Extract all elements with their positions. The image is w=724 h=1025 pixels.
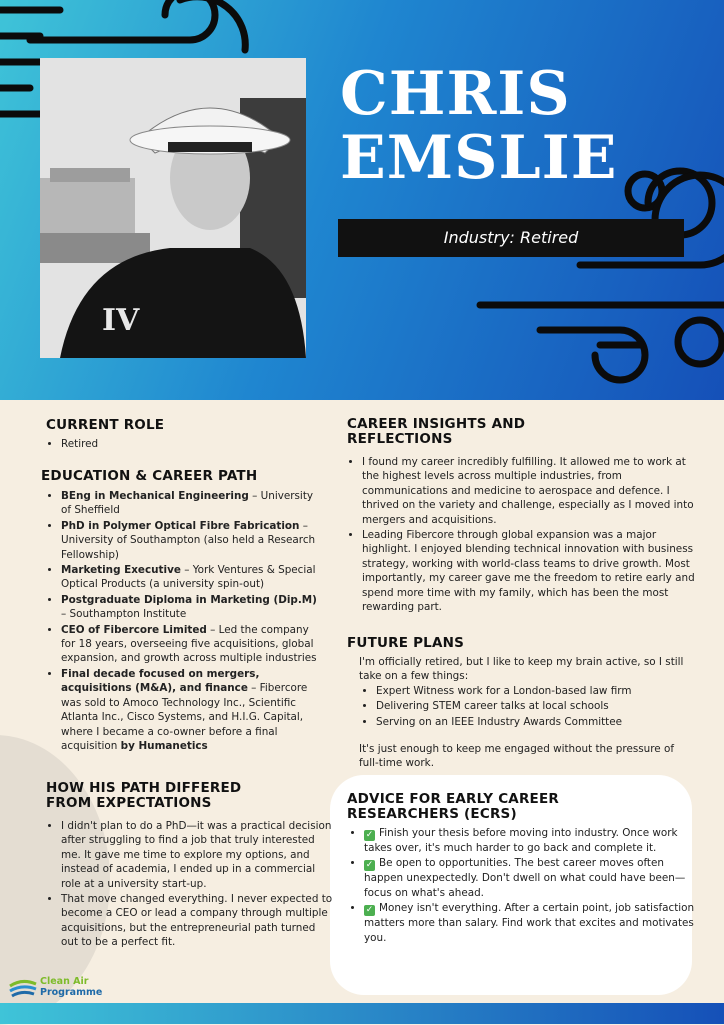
list-item: • I found my career incredibly fulfilling. It allowed me to work at the highest levels across multiple industries, from communications and medicine to aerospace and defence. I thrived on the variety and challenge, especially as I moved into mergers and acquisitions. — [362, 455, 700, 527]
person-name — [340, 59, 618, 193]
list-item: • ✓ Be open to opportunities. The best career moves often happen unexpectedly. Don't dwell on what could have been—focus on what's ahead. — [364, 856, 700, 900]
list-item: • That move changed everything. I never expected to become a CEO or lead a company through multiple acquisitions, but the entrepreneurial path turned out to be a perfect fit. — [61, 892, 335, 950]
list-item: • Delivering STEM career talks at local schools — [376, 699, 696, 713]
list-item: • Serving on an IEEE Industry Awards Committee — [376, 715, 696, 729]
path-heading: HOW HIS PATH DIFFERED FROM EXPECTATIONS — [46, 780, 242, 811]
current-role-list — [46, 437, 311, 452]
person-portrait-image — [40, 58, 306, 358]
insights-heading: CAREER INSIGHTS AND REFLECTIONS — [347, 416, 526, 447]
last-name: EMSLIE — [340, 123, 618, 193]
first-name: CHRIS — [340, 59, 571, 129]
logo-text: Clean Air Programme — [40, 976, 103, 998]
list-item: • Marketing Executive – York Ventures & Special Optical Products (a university spin-out) — [61, 563, 323, 592]
clean-air-programme-logo — [8, 976, 118, 1004]
advice-list — [349, 826, 700, 946]
list-item: • Leading Fibercore through global expansion was a major highlight. I enjoyed blending technical innovation with business strategy, working with world-class teams to drive growth. Most importantly, my career gave me the freedom to retire early and spend more time with my family, which has been the most rewarding part. — [362, 528, 700, 614]
check-mark-icon: ✓ — [365, 905, 374, 916]
advice-heading: ADVICE FOR EARLY CAREER RESEARCHERS (ECRS) — [347, 791, 559, 822]
wind-logo-icon — [8, 976, 38, 1000]
future-plans-heading: FUTURE PLANS — [347, 635, 465, 651]
list-item: • I didn't plan to do a PhD—it was a practical decision after struggling to find a job that truly interested me. It gave me time to explore my options, and instead of academia, I ended up in a commercial role at a university start-up. — [61, 819, 335, 891]
list-item: • Final decade focused on mergers, acquisitions (M&A), and finance – Fibercore was sold to Amoco Technology Inc., Scientific Atlanta Inc., Cisco Systems, and H.I.G. Capital, where I became a co-owner before a final acquisition by Humanetics — [61, 667, 323, 753]
svg-text:IV: IV — [102, 303, 140, 338]
industry-badge: Industry: Retired — [338, 219, 684, 257]
header-banner — [0, 0, 724, 400]
path-list — [46, 819, 335, 951]
future-outro: It's just enough to keep me engaged without the pressure of full-time work. — [359, 743, 675, 770]
education-heading: EDUCATION & CAREER PATH — [41, 468, 258, 484]
current-role-heading: CURRENT ROLE — [46, 417, 165, 433]
future-intro: I'm officially retired, but I like to keep my brain active, so I still take on a few things: — [359, 656, 684, 683]
list-item: • ✓ Money isn't everything. After a certain point, job satisfaction matters more than salary. Find work that excites and motivates you. — [364, 901, 700, 945]
education-list — [46, 489, 323, 754]
future-list — [361, 684, 696, 730]
list-item: • PhD in Polymer Optical Fibre Fabrication – University of Southampton (also held a Research Fellowship) — [61, 519, 323, 562]
list-item: • Expert Witness work for a London-based law firm — [376, 684, 696, 698]
list-item: • CEO of Fibercore Limited – Led the company for 18 years, overseeing five acquisitions, global expansion, and growth across multiple industries — [61, 623, 323, 666]
check-mark-icon: ✓ — [365, 860, 374, 871]
list-item: • Postgraduate Diploma in Marketing (Dip.M) – Southampton Institute — [61, 593, 323, 622]
list-item: • Retired — [61, 437, 311, 451]
list-item: • ✓ Finish your thesis before moving into industry. Once work takes over, it's much harder to go back and complete it. — [364, 826, 700, 855]
footer-bar — [0, 1003, 724, 1024]
profile-photo — [40, 58, 306, 358]
list-item: • BEng in Mechanical Engineering – University of Sheffield — [61, 489, 323, 518]
insights-list — [347, 455, 700, 615]
check-mark-icon: ✓ — [365, 830, 374, 840]
